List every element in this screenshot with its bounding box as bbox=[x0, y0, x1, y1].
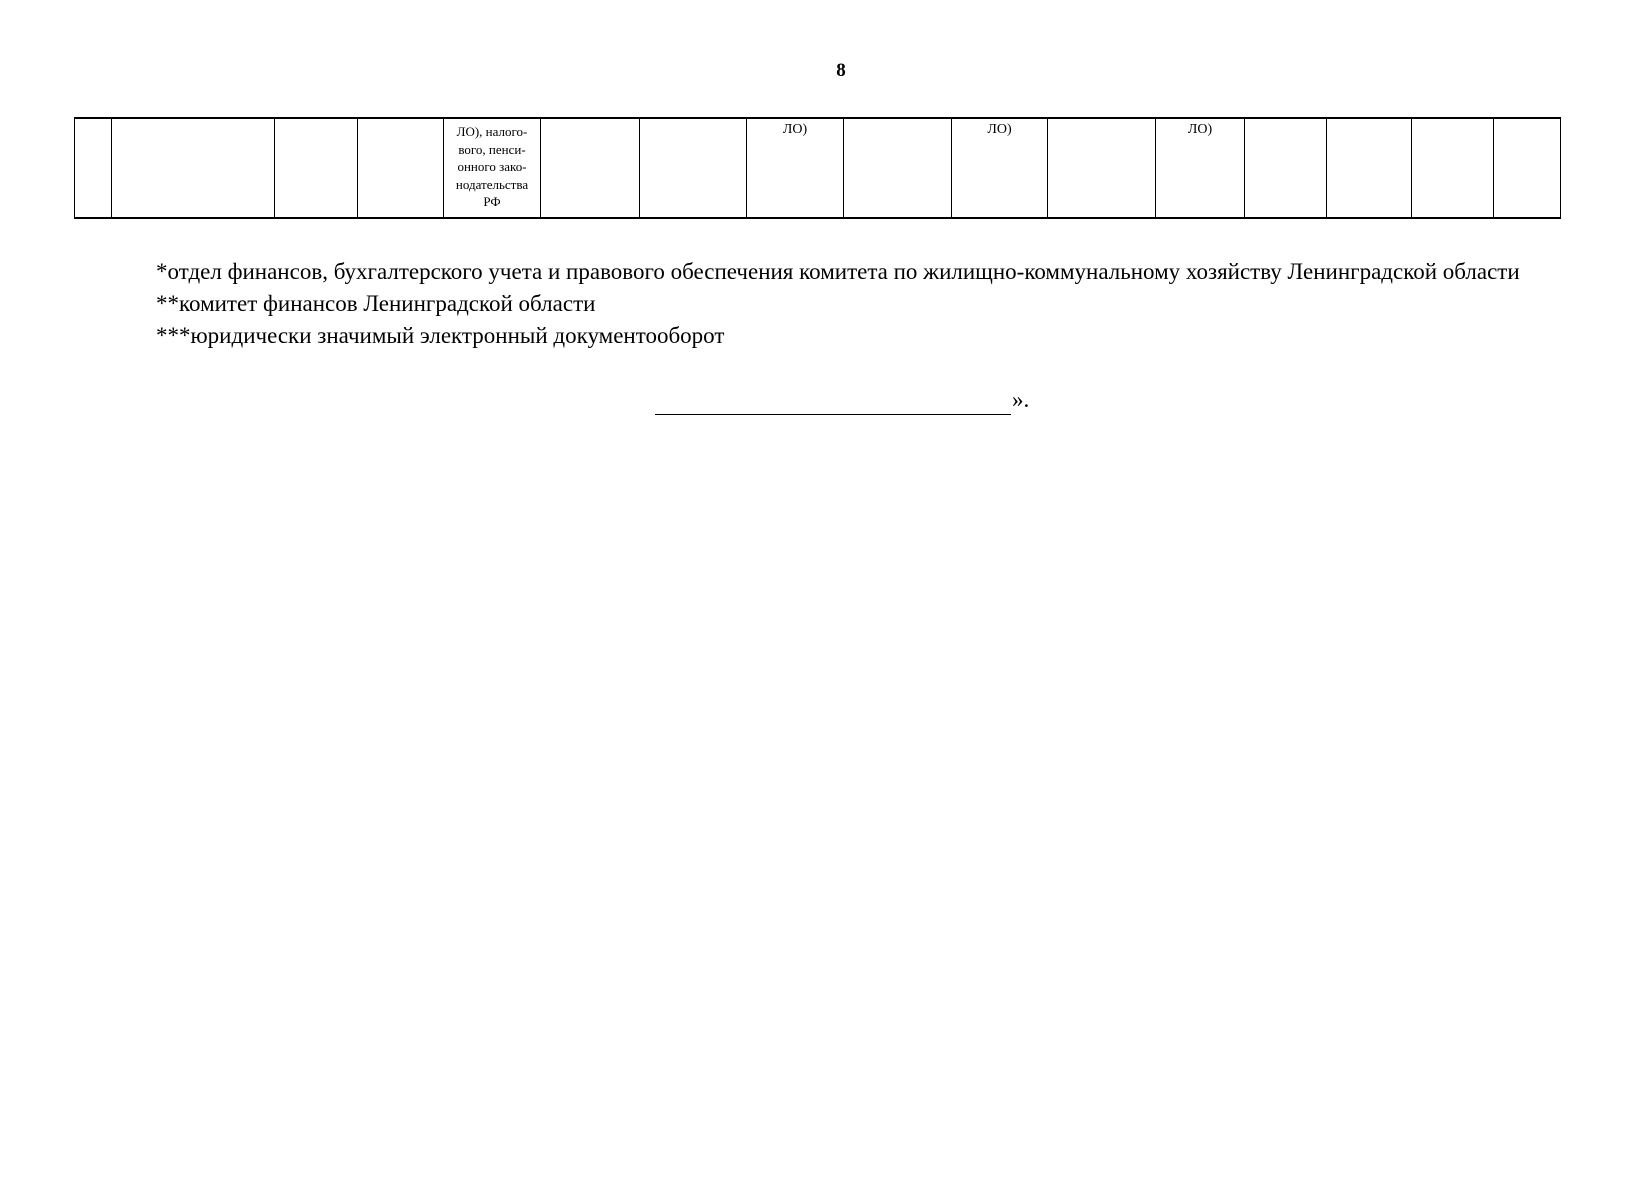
table-cell bbox=[275, 118, 358, 218]
footnote-1: *отдел финансов, бухгалтерского учета и правового обеспечения комитета по жилищно-коммунальному хозяйству Ленинградской области bbox=[156, 259, 1520, 284]
closing-underline bbox=[655, 392, 1011, 415]
continuation-table bbox=[74, 117, 1561, 219]
page-number: 8 bbox=[836, 60, 846, 81]
table-cell: ЛО) bbox=[1156, 118, 1245, 218]
footnote-3: ***юридически значимый электронный документооборот bbox=[156, 323, 725, 348]
table-cell bbox=[844, 118, 952, 218]
closing-quote: ». bbox=[1012, 387, 1030, 412]
table-row bbox=[75, 118, 1561, 218]
table-cell bbox=[1048, 118, 1156, 218]
table-cell bbox=[1245, 118, 1327, 218]
table-cell bbox=[1412, 118, 1494, 218]
table-cell: ЛО) bbox=[952, 118, 1048, 218]
footnote-2: **комитет финансов Ленинградской области bbox=[156, 291, 596, 316]
table-cell: ЛО), налого- вого, пенси- онного зако- нодательства РФ bbox=[444, 118, 541, 218]
table-cell bbox=[75, 118, 112, 218]
closing-mark bbox=[655, 385, 1029, 415]
table-cell: ЛО) bbox=[747, 118, 844, 218]
table-cell bbox=[358, 118, 444, 218]
table-cell bbox=[640, 118, 747, 218]
table-cell bbox=[1494, 118, 1561, 218]
table-cell bbox=[1327, 118, 1412, 218]
footnotes bbox=[108, 256, 1524, 352]
table-cell bbox=[112, 118, 275, 218]
table-cell bbox=[541, 118, 640, 218]
